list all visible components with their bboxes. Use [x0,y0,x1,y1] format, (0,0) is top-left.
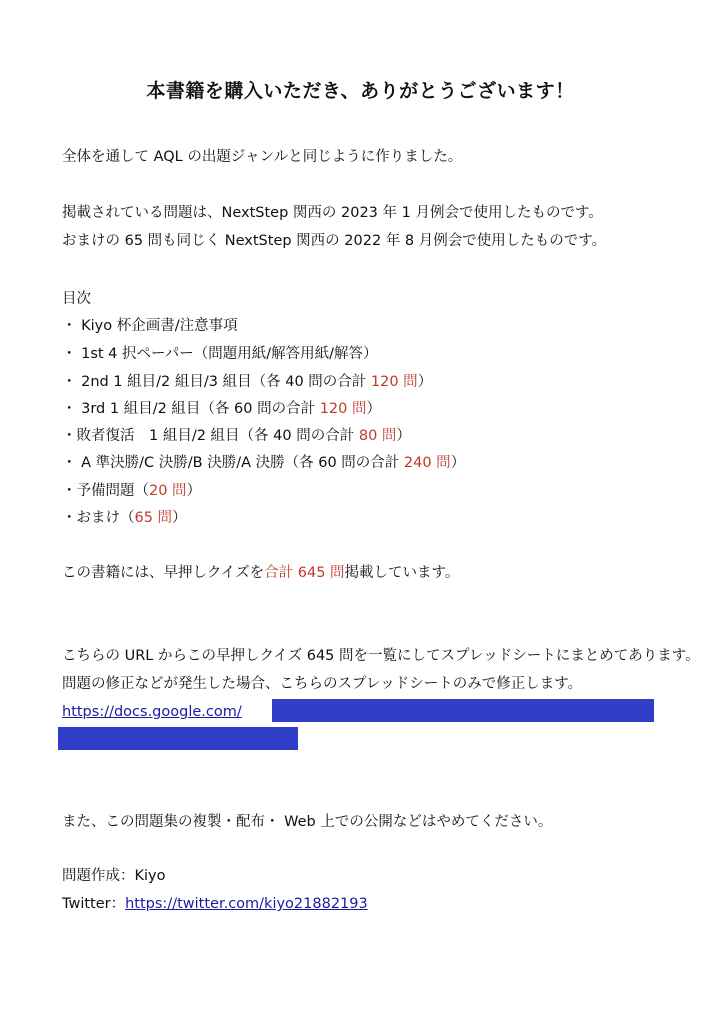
summary-pre: この書籍には、早押しクイズを [62,565,265,581]
toc-item-text: ・敗者復活 1 組目/2 組目（各 40 問の合計 [62,428,359,444]
toc-item-text: ・ A 準決勝/C 決勝/B 決勝/A 決勝（各 60 問の合計 [62,455,404,471]
toc-item-close: ） [450,455,466,471]
page-title: 本書籍を購入いただき、ありがとうございます！ [146,80,575,102]
toc-item-close: ） [417,374,433,390]
spreadsheet-link[interactable]: https://docs.google.com/ [62,704,242,720]
url-note-line-1: こちらの URL からこの早押しクイズ 645 問を一覧にしてスプレッドシートにまとめてあります。 [62,648,700,664]
toc-item-close: ） [186,483,202,499]
summary-post: 掲載しています。 [344,565,460,581]
toc-item-close: ） [366,401,381,417]
twitter-link[interactable]: https://twitter.com/kiyo21882193 [125,896,368,912]
toc-item [62,453,465,473]
toc-item [62,481,201,501]
toc-item-text: ・ 3rd 1 組目/2 組目（各 60 問の合計 [62,401,320,417]
toc-item-close: ） [172,510,187,526]
toc-item-text: ・ 2nd 1 組目/2 組目/3 組目（各 40 問の合計 [62,374,371,390]
spreadsheet-link-row [62,702,242,722]
source-line-2: おまけの 65 問も同じく NextStep 関西の 2022 年 8 月例会で使用したものです。 [62,233,607,249]
toc-item-text: ・予備問題（ [62,483,149,499]
url-note-line-2: 問題の修正などが発生した場合、こちらのスプレッドシートのみで修正します。 [62,676,583,692]
toc-item-count: 120 問 [319,401,367,417]
toc-item-text: ・ Kiyo 杯企画書/注意事項 [62,318,238,334]
author-line: 問題作成：Kiyo [62,868,166,884]
toc-item [62,508,187,528]
toc-heading: 目次 [62,291,91,307]
twitter-label: Twitter： [62,896,126,912]
toc-item-count: 65 問 [134,510,173,526]
toc-item [62,344,378,364]
toc-item-close: ） [396,428,411,444]
summary-text [62,563,459,583]
intro-text: 全体を通して AQL の出題ジャンルと同じように作りました。 [62,149,463,165]
summary-total: 合計 645 問 [264,565,345,581]
toc-item-count: 20 問 [149,483,187,499]
toc-item [62,399,381,419]
redacted-url-block [58,727,298,750]
toc-item [62,372,432,392]
toc-item-count: 120 問 [370,374,418,390]
redacted-url-block [272,699,654,722]
source-line-1: 掲載されている問題は、NextStep 関西の 2023 年 1 月例会で使用したものです。 [62,205,603,221]
toc-item-count: 80 問 [358,428,397,444]
notice-text: また、この問題集の複製・配布・ Web 上での公開などはやめてください。 [62,814,553,830]
toc-item [62,316,238,336]
toc-item-text: ・ 1st 4 択ペーパー（問題用紙/解答用紙/解答） [62,346,378,362]
twitter-row [62,894,368,914]
toc-item-count: 240 問 [403,455,451,471]
toc-item [62,426,411,446]
toc-item-text: ・おまけ（ [62,510,135,526]
